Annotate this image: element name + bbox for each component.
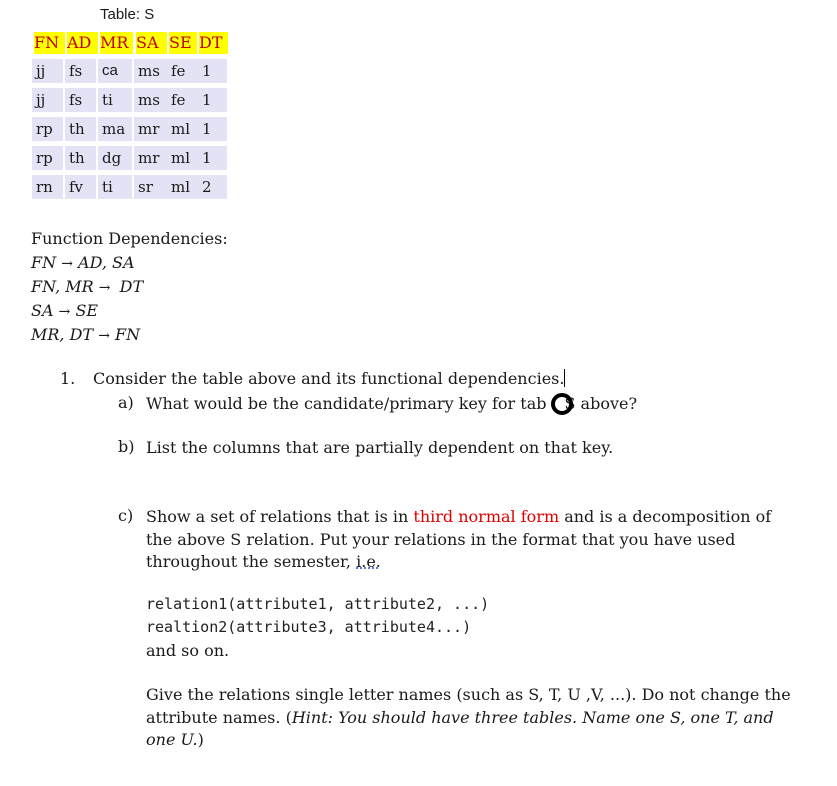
table-cell: 1 <box>198 88 227 112</box>
table-cell: ms <box>134 59 167 83</box>
part-c-line1-post: and is a decomposition of <box>559 507 772 526</box>
header-cell: SE <box>169 32 197 54</box>
dependency-rhs: AD, SA <box>78 253 135 272</box>
dependencies-title: Function Dependencies: <box>31 229 228 248</box>
table-cell: rn <box>32 175 63 199</box>
dependency-rhs: FN <box>115 325 141 344</box>
part-c-line1 <box>146 506 796 529</box>
table-cell: rp <box>32 146 63 170</box>
hint-text-end: one U. <box>146 730 198 749</box>
table-cell: 1 <box>198 59 227 83</box>
table-cell: 2 <box>198 175 227 199</box>
question-number: 1. <box>60 369 76 388</box>
dependency-lhs: SA <box>31 301 54 320</box>
table-title: Table: S <box>100 6 155 23</box>
table-cell: fv <box>65 175 96 199</box>
mouse-pointer-ring-icon <box>551 393 573 415</box>
dependency-lhs: FN <box>31 253 57 272</box>
dependency-rhs: SE <box>75 301 99 320</box>
dependency-rhs: DT <box>119 277 144 296</box>
arrow-icon: → <box>98 328 110 344</box>
table-cell: dg <box>98 146 132 170</box>
part-a-text-post: S above? <box>564 394 638 413</box>
part-b-label: b) <box>118 437 135 456</box>
header-cell: DT <box>199 32 228 54</box>
header-cell: SA <box>136 32 167 54</box>
dependency-item <box>31 325 140 344</box>
closing-paren: ) <box>197 730 204 749</box>
arrow-icon: → <box>98 280 111 296</box>
table-cell: ms <box>134 88 167 112</box>
table-cell: fs <box>65 88 96 112</box>
and-so-on-text: and so on. <box>146 641 230 660</box>
table-cell: fe <box>167 88 198 112</box>
dependency-lhs: MR, DT <box>31 325 94 344</box>
arrow-icon: → <box>61 256 73 272</box>
part-b-text: List the columns that are partially dependent on that key. <box>146 438 614 457</box>
table-cell: fe <box>167 59 198 83</box>
dependency-item <box>31 301 98 320</box>
part-a-label: a) <box>118 393 134 412</box>
part-c-text <box>146 506 796 574</box>
table-cell: mr <box>134 117 167 141</box>
part-c-instructions <box>146 684 796 752</box>
dependency-item <box>31 253 135 272</box>
part-c-line3 <box>146 551 796 574</box>
header-cell: FN <box>34 32 65 54</box>
table-cell: ml <box>167 117 198 141</box>
third-normal-form-highlight: third normal form <box>413 507 560 526</box>
table-cell: ti <box>98 175 132 199</box>
table-cell: mr <box>134 146 167 170</box>
table-cell: ml <box>167 175 198 199</box>
instructions-line3 <box>146 729 796 752</box>
part-c-line1-pre: Show a set of relations that is in <box>146 507 414 526</box>
part-c-label: c) <box>118 506 134 525</box>
table-cell: 1 <box>198 117 227 141</box>
code-example-line2: realtion2(attribute3, attribute4...) <box>146 618 472 636</box>
part-a-text <box>146 393 796 416</box>
ie-abbreviation: i.e. <box>356 552 381 571</box>
hint-text: Hint: You should have three tables. Name one S, one T, and <box>291 707 774 727</box>
part-c-line2: the above S relation. Put your relations in the format that you have used <box>146 529 736 549</box>
table-cell: th <box>65 146 96 170</box>
table-cell: rp <box>32 117 63 141</box>
table-cell: th <box>65 117 96 141</box>
dependency-item <box>31 277 143 296</box>
instructions-line1: Give the relations single letter names (such as S, T, U ,V, ...). Do not change the <box>146 685 791 704</box>
table-cell: ca <box>98 59 132 83</box>
code-example-line1: relation1(attribute1, attribute2, ...) <box>146 595 490 613</box>
header-cell: AD <box>67 32 98 54</box>
instructions-line2 <box>146 707 796 730</box>
table-cell: 1 <box>198 146 227 170</box>
question-text-content: Consider the table above and its functional dependencies. <box>93 369 565 388</box>
table-cell: ti <box>98 88 132 112</box>
part-a-text-pre: What would be the candidate/primary key for tab <box>146 394 547 413</box>
table-cell: sr <box>134 175 167 199</box>
header-cell: MR <box>100 32 133 54</box>
question-text[interactable] <box>93 369 565 388</box>
dependency-lhs: FN, MR <box>31 277 94 296</box>
table-cell: jj <box>32 88 63 112</box>
text-cursor <box>564 369 565 387</box>
table-cell: jj <box>32 59 63 83</box>
table-cell: ml <box>167 146 198 170</box>
part-c-line3-pre: throughout the semester, <box>146 552 357 571</box>
table-cell: fs <box>65 59 96 83</box>
table-cell: ma <box>98 117 132 141</box>
arrow-icon: → <box>58 304 71 320</box>
instructions-line2-pre: attribute names. ( <box>146 707 292 727</box>
